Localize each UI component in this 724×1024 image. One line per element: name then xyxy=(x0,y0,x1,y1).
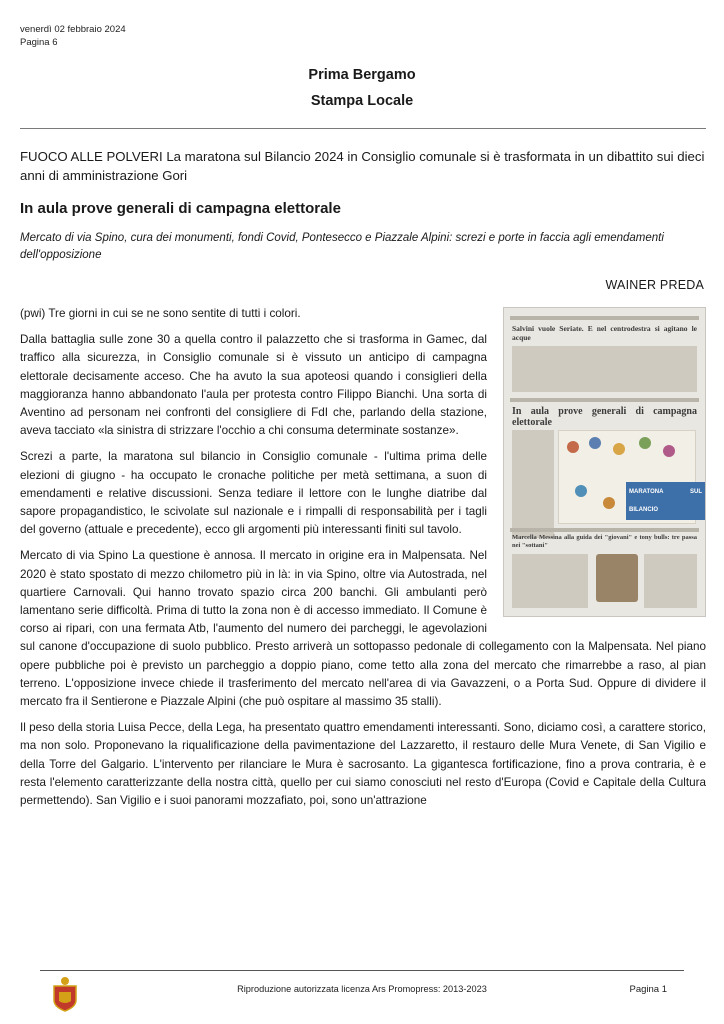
publication-date: venerdì 02 febbraio 2024 xyxy=(20,24,126,35)
municipal-seal-logo xyxy=(50,974,80,1014)
footer-page-number: Pagina 1 xyxy=(629,984,667,995)
cartoon-figure xyxy=(603,497,615,509)
clipping-lower-headline: Marcella Messina alla guida dei "giovani" e tony bulls: tre passa nei "sottani" xyxy=(512,534,697,549)
clipping-lower-text xyxy=(512,554,588,608)
cartoon-figure xyxy=(567,441,579,453)
source-page-number: Pagina 6 xyxy=(20,36,58,48)
cartoon-figure xyxy=(663,445,675,457)
article-headline: In aula prove generali di campagna elettorale xyxy=(20,200,341,217)
clipping-left-column xyxy=(512,430,554,538)
header-divider xyxy=(20,128,706,129)
clipping-top-headline: Salvini vuole Seriate. E nel centrodestra si agitano le acque xyxy=(512,324,697,342)
article-byline: WAINER PREDA xyxy=(605,278,704,292)
article-standfirst: Mercato di via Spino, cura dei monumenti, fondi Covid, Pontesecco e Piazzale Alpini: screzi e porte in faccia agli emendamenti dell'opposizione xyxy=(20,232,664,261)
clipping-text-columns xyxy=(512,346,697,392)
cartoon-figure xyxy=(639,437,651,449)
article-paragraph: Dalla battaglia sulle zone 30 a quella contro il palazzetto che si trasforma in Gamec, dal traffico alla sicurezza, in Consiglio comunale si è vissuto un anticipo di campagna elettorale decisamente acceso. Che ha avuto la sua apoteosi quando i consiglieri della maggioranza hanno abbandonato l'aula per protesta contro Filippo Bianchi. Una sorta di Aventino ad personam nei confronti del consigliere di FdI che, parlando della stazione, aveva tacciato «la sinistra di strizzare l'occhio a chi consuma determinate sostanze». xyxy=(20,333,487,438)
clipping-main-headline: In aula prove generali di campagna elettorale xyxy=(512,406,697,428)
newspaper-clipping-thumbnail xyxy=(503,307,706,617)
cartoon-figure xyxy=(575,485,587,497)
article-paragraph: (pwi) Tre giorni in cui se ne sono sentite di tutti i colori. xyxy=(20,307,301,320)
cartoon-figure xyxy=(613,443,625,455)
article-paragraph: Mercato di via Spino La questione è annosa. Il mercato in origine era in Malpensata. Nel 2020 è stato spostato di mezzo chilometro più in là: in via Spino, oltre via Autostrada, nel quartiere Carnovali. Qui hanno trovato spazio circa 200 banchi. Gli ambulanti però lamentano serie difficoltà. Prima di tutto la zona non è di accesso immediato. Il Comune è corso ai ripari, con una fermata Atb, l'aumento del numero dei parcheggi, le agevolazioni sul canone d'occupazione di suolo pubblico. Presto arriverà un sottopasso pedonale di collegamento con la Malpensata. Nel piano opere pubbliche poi è previsto un parcheggio a doppio piano, come tetto alla zona del mercato che rimarrebbe a raso, al pian terreno. L'opposizione invece chiede il trasferimento del mercato nell'area di via Gavazzeni, o a Porta Sud. Oppure di dividere il mercato fra il Sentierone e Piazzale Alpini (che può ospitare al massimo 35 stalli). xyxy=(20,549,706,709)
publication-name: Prima Bergamo xyxy=(308,67,416,83)
press-section: Stampa Locale xyxy=(310,93,414,109)
article-paragraph: Screzi a parte, la maratona sul bilancio in Consiglio comunale - l'ultima prima delle elezioni di giugno - ha occupato le cronache politiche per metà settimana, a suon di emendamenti e relative discussioni. Senza tediare il lettore con le lunghe diatribe dal sapore propagandistico, le scivolate sul nazionale e i rimpalli di responsabilità per i tagli del governo (attuale e precedente), ecco gli argomenti più interessanti finiti sul tavolo. xyxy=(20,450,487,537)
article-paragraph: Il peso della storia Luisa Pecce, della Lega, ha presentato quattro emendamenti interessanti. Sono, diciamo così, a carattere storico, ma non solo. Proponevano la riqualificazione della pavimentazione del Lazzaretto, il restauro delle Mura Venete, di San Vigilio e della Torre del Galgario. L'intervento per rilanciare le Mura è sacrosanto. La gigantesca fortificazione, fino a prova contraria, è e resta l'elemento caratterizzante della nostra città, quello per cui siamo conosciuti nel resto d'Europa (Covid e Capitale della Cultura permettendo). San Vigilio e i suoi panorami mozzafiato, poi, sono un'attrazione xyxy=(20,721,706,808)
footer-divider xyxy=(40,970,684,971)
clipping-divider xyxy=(510,398,699,402)
article-kicker: FUOCO ALLE POLVERI La maratona sul Bilancio 2024 in Consiglio comunale si è trasformata in un dibattito sui dieci anni di amministrazione Gori xyxy=(20,149,705,183)
cartoon-figure xyxy=(589,437,601,449)
footer-license: Riproduzione autorizzata licenza Ars Promopress: 2013-2023 xyxy=(237,984,487,994)
document-header-meta xyxy=(20,24,126,49)
clipping-lower-text xyxy=(644,554,697,608)
clipping-cartoon-caption: MARATONA SUL BILANCIO xyxy=(626,482,705,520)
clipping-divider xyxy=(510,528,699,532)
article-body xyxy=(20,305,706,818)
masthead xyxy=(0,62,724,114)
clipping-masthead-bar xyxy=(510,316,699,320)
clipping-portrait-photo xyxy=(596,554,638,602)
